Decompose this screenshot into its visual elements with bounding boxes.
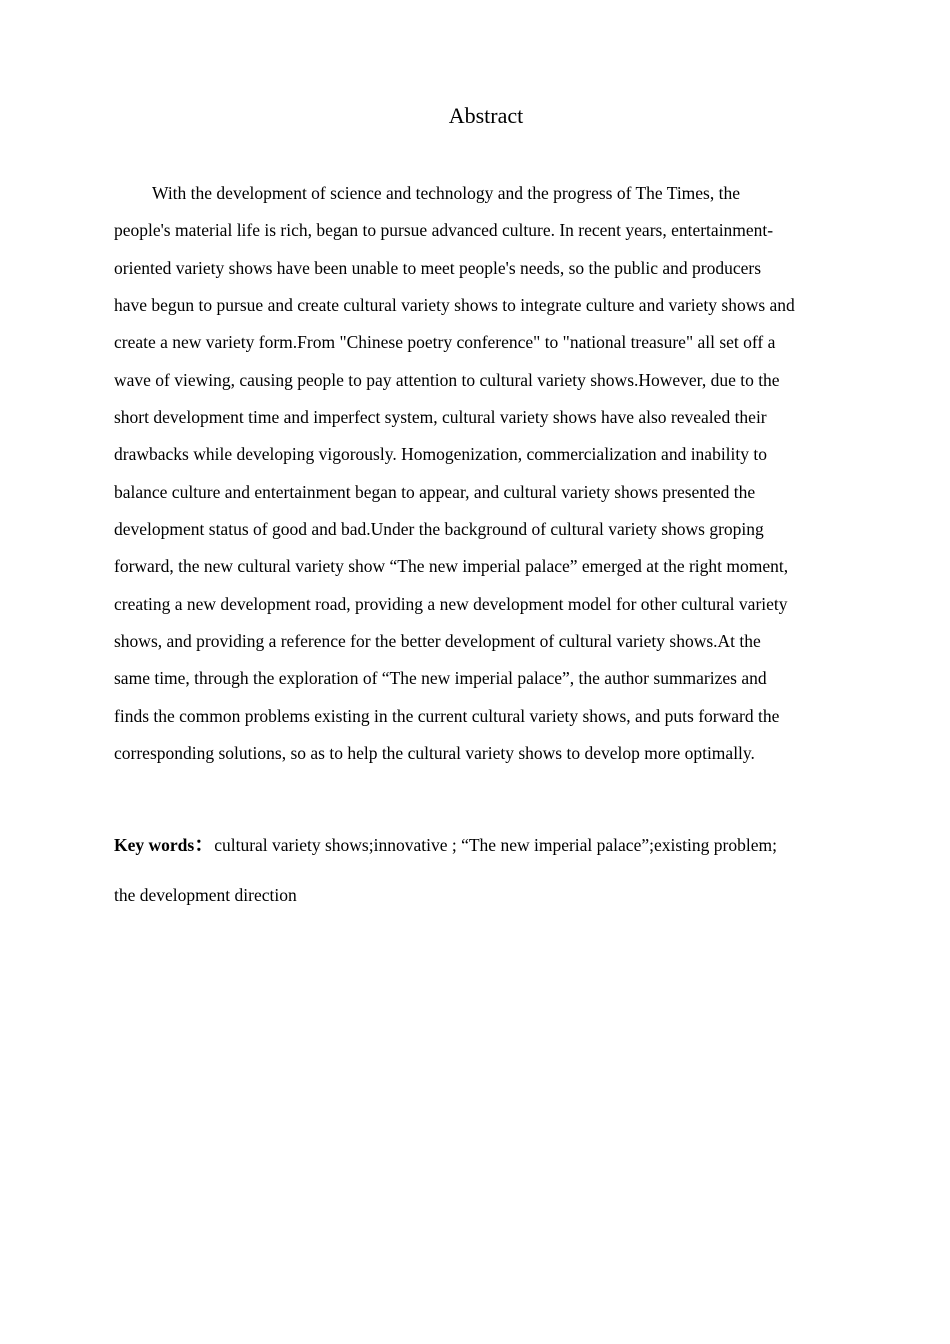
abstract-title: Abstract — [448, 103, 524, 128]
abstract-line: drawbacks while developing vigorously. Homogenization, commercialization and inability to — [114, 444, 768, 465]
keywords-line-2: the development direction — [114, 885, 297, 905]
abstract-line: balance culture and entertainment began to appear, and cultural variety shows presented the — [114, 481, 756, 502]
abstract-line: With the development of science and technology and the progress of The Times, the — [152, 183, 741, 203]
abstract-line: forward, the new cultural variety show “The new imperial palace” emerged at the right moment, — [114, 556, 789, 577]
abstract-line: finds the common problems existing in the current cultural variety shows, and puts forward the — [114, 705, 780, 726]
keywords-label: Key words — [114, 835, 195, 855]
abstract-line: creating a new development road, providing a new development model for other cultural variety — [114, 593, 788, 614]
abstract-line: development status of good and bad.Under the background of cultural variety shows groping — [114, 519, 764, 540]
abstract-line: oriented variety shows have been unable to meet people's needs, so the public and producers — [114, 257, 762, 278]
keywords-text-1: cultural variety shows;innovative ; “The new imperial palace”;existing problem; — [214, 835, 777, 855]
abstract-line: short development time and imperfect system, cultural variety shows have also revealed their — [114, 407, 767, 428]
abstract-line: same time, through the exploration of “The new imperial palace”, the author summarizes and — [114, 668, 767, 689]
abstract-line: wave of viewing, causing people to pay attention to cultural variety shows.However, due to the — [114, 369, 780, 390]
abstract-line: create a new variety form.From "Chinese poetry conference" to "national treasure" all set off a — [114, 332, 776, 353]
abstract-line: shows, and providing a reference for the better development of cultural variety shows.At the — [114, 631, 761, 652]
keywords-separator: ： — [194, 834, 215, 856]
abstract-line: have begun to pursue and create cultural variety shows to integrate culture and variety shows and — [114, 295, 795, 316]
abstract-line: people's material life is rich, began to pursue advanced culture. In recent years, entertainment- — [114, 220, 774, 241]
keywords-line-1 — [114, 820, 864, 870]
abstract-line: corresponding solutions, so as to help the cultural variety shows to develop more optimally. — [114, 743, 755, 764]
abstract-body — [114, 175, 864, 773]
keywords-section — [114, 820, 864, 920]
